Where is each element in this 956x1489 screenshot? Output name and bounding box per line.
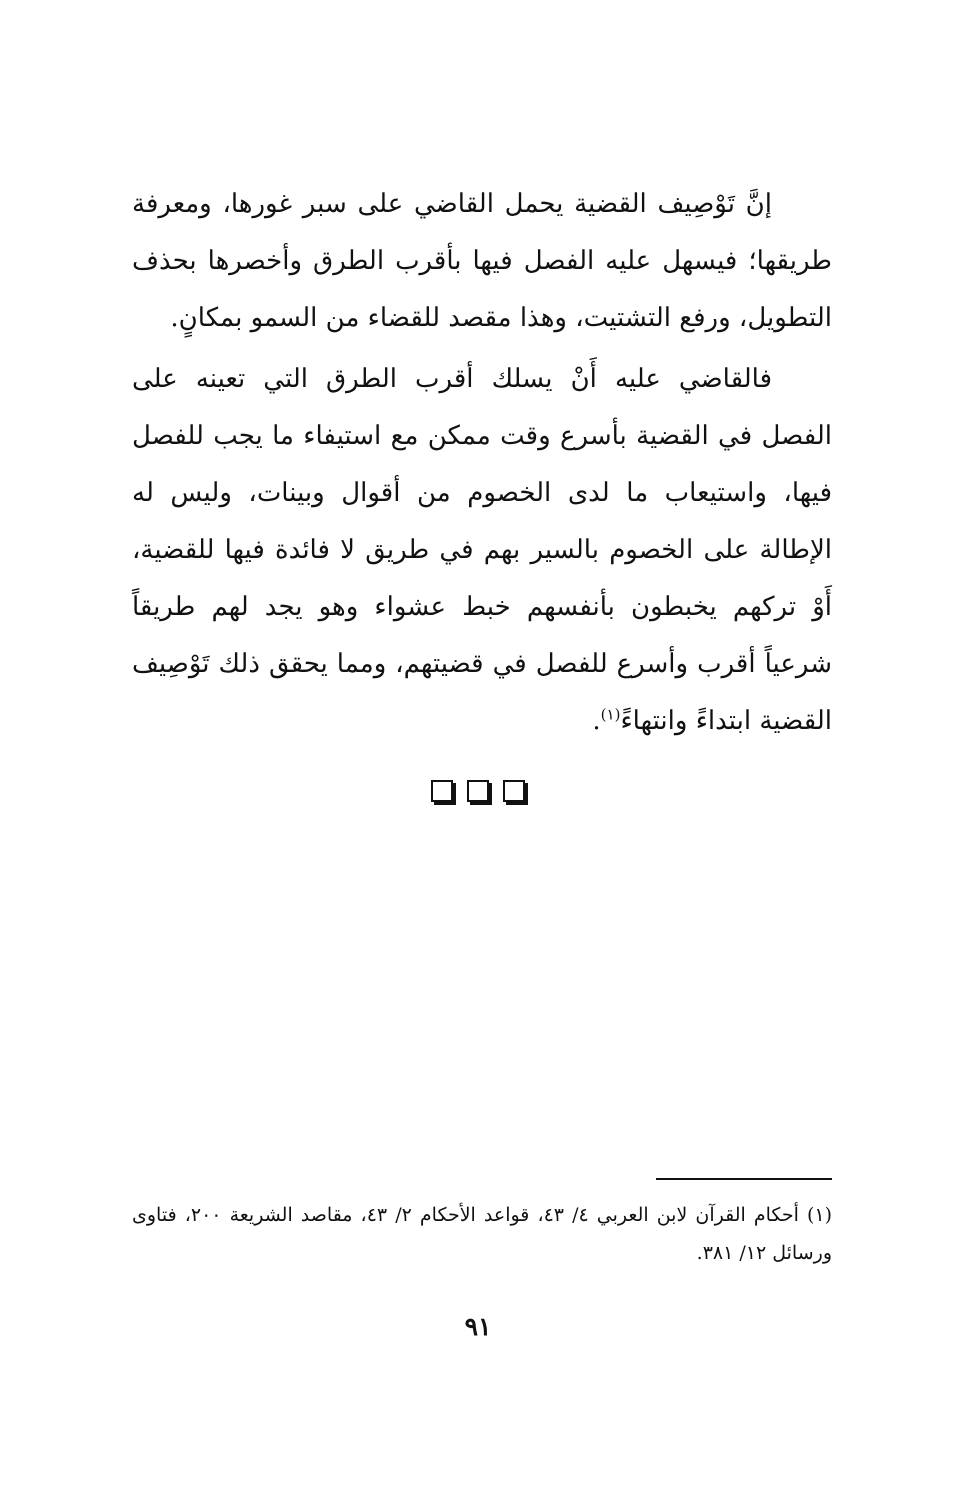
separator-square-icon (431, 780, 453, 802)
page-number: ٩١ (464, 1312, 492, 1341)
footnote-1 (132, 1196, 832, 1272)
paragraph-2-end: . (592, 706, 601, 736)
paragraph-2 (132, 351, 832, 750)
footnote-text: أحكام القرآن لابن العربي ٤/ ٤٣، قواعد الأحكام ٢/ ٤٣، مقاصد الشريعة ٢٠٠، فتاوى ورسائل ١٢/ ٣٨١. (132, 1204, 832, 1264)
main-text (132, 176, 832, 750)
footnote-marker: (١) (806, 1204, 832, 1226)
separator-square-icon (503, 780, 525, 802)
footnote-reference: (١) (600, 705, 621, 724)
paragraph-1: إنَّ تَوْصِيف القضية يحمل القاضي على سبر غورها، ومعرفة طريقها؛ فيسهل عليه الفصل فيها بأقرب الطرق وأخصرها بحذف التطويل، ورفع التشتيت، وهذا مقصد للقضاء من السمو بمكانٍ. (132, 189, 832, 333)
footnote-divider (656, 1178, 832, 1180)
footnotes (132, 1196, 832, 1272)
section-separator (0, 780, 956, 802)
separator-square-icon (467, 780, 489, 802)
paragraph-2-text: فالقاضي عليه أَنْ يسلك أقرب الطرق التي تعينه على الفصل في القضية بأسرع وقت ممكن مع استيفاء ما يجب للفصل فيها، واستيعاب ما لدى الخصوم من أقوال وبينات، وليس له الإطالة على الخصوم بالسير بهم في طريق لا فائدة فيها للقضية، أَوْ تركهم يخبطون بأنفسهم خبط عشواء وهو يجد لهم طريقاً شرعياً أقرب وأسرع للفصل في قضيتهم، ومما يحقق ذلك تَوْصِيف القضية ابتداءً وانتهاءً (132, 364, 832, 736)
